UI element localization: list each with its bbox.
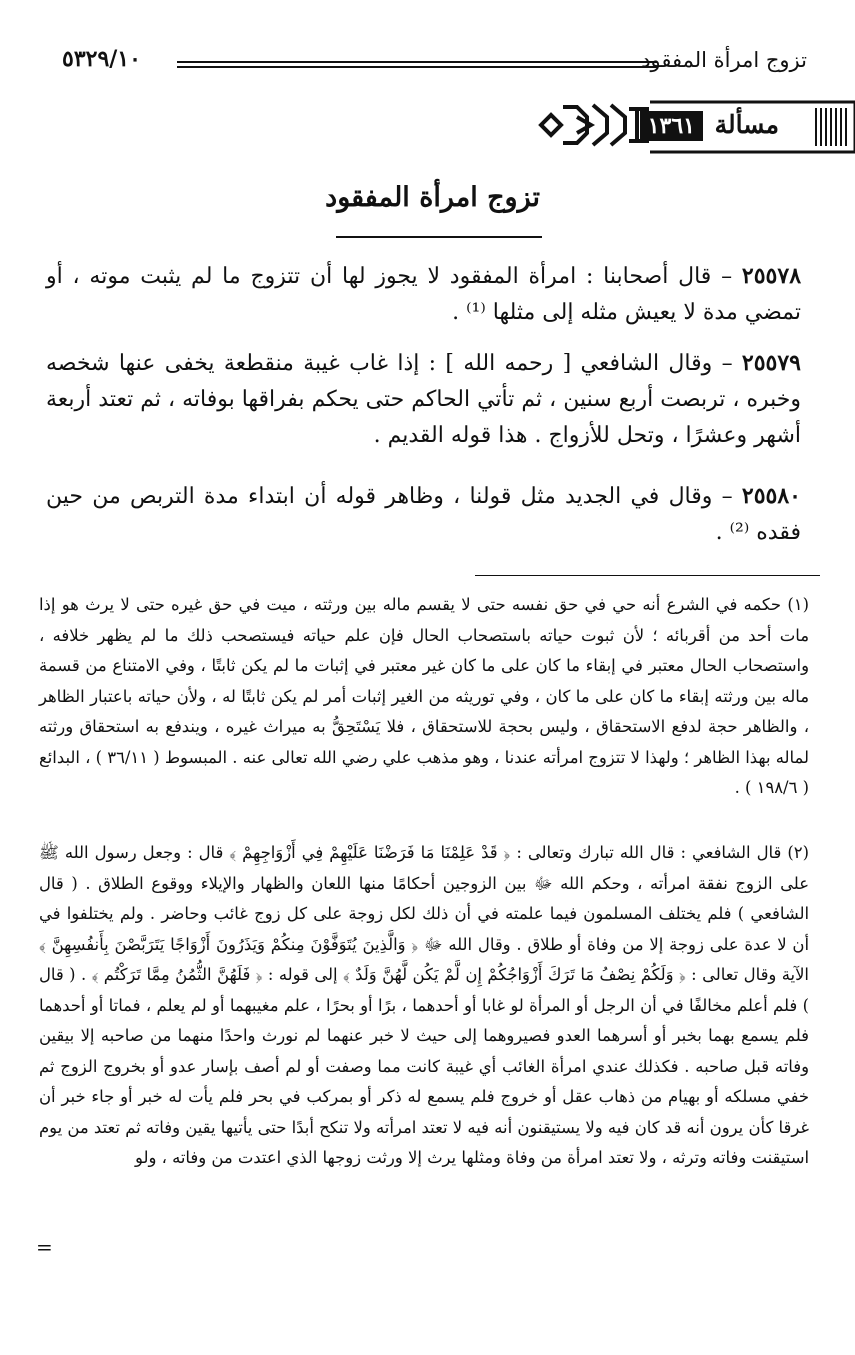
paragraph-number: ٢٥٥٧٨ <box>741 263 802 289</box>
title-underline <box>336 236 542 238</box>
ornament-icon <box>533 95 653 155</box>
running-header-rule <box>177 61 657 68</box>
paragraph-number: ٢٥٥٧٩ <box>741 350 801 376</box>
paragraph-number: ٢٥٥٨٠ <box>741 483 801 509</box>
paragraph-25578 <box>46 258 801 331</box>
paragraph-25579 <box>46 345 801 454</box>
paragraph-text: – وقال الشافعي [ رحمه الله ] : إذا غاب غيبة منقطعة يخفى عنها شخصه وخبره ، تربصت أربع سنين ، ثم تأتي الحاكم حتى يحكم بفراقها بوفاته ، ثم تعتد أربعة أشهر وعشرًا ، وتحل للأزواج . هذا قوله القديم . <box>46 351 801 448</box>
footnote-marker: (٢) <box>787 843 809 862</box>
paragraph-text: – وقال في الجديد مثل قولنا ، وظاهر قوله أن ابتداء مدة التربص من حين فقده ⁽²⁾ . <box>46 484 801 545</box>
footnote-2 <box>39 838 809 1174</box>
masala-label: مسألة <box>714 110 779 139</box>
footnote-1 <box>39 590 809 804</box>
footnote-text: قال الشافعي : قال الله تبارك وتعالى : ﴿ قَدْ عَلِمْنَا مَا فَرَضْنَا عَلَيْهِمْ فِي أَزْوَاجِهِمْ ﴾ قال : وجعل رسول الله ﷺ على الزوج نفقة امرأته ، وحكم الله ﷻ بين الزوجين أحكامًا منها اللعان والظهار والإيلاء ووقوع الطلاق . ( قال الشافعي ) فلم يختلف المسلمون فيما علمته في أن ذلك لكل زوجة على كل زوج غائب وحاضر . ولم يختلفوا في أن لا عدة على زوجة إلا من وفاة أو طلاق . وقال الله ﷻ ﴿ وَالَّذِينَ يُتَوَفَّوْنَ مِنكُمْ وَيَذَرُونَ أَزْوَاجًا يَتَرَبَّصْنَ بِأَنفُسِهِنَّ ﴾ الآية وقال تعالى : ﴿ وَلَكُمْ نِصْفُ مَا تَرَكَ أَزْوَاجُكُمْ إِن لَّمْ يَكُن لَّهُنَّ وَلَدٌ ﴾ إلى قوله : ﴿ فَلَهُنَّ الثُّمُنُ مِمَّا تَرَكْتُم ﴾ . ( قال ) فلم أعلم مخالفًا في أن الرجل أو المرأة لو غابا أو أحدهما ، برًا أو بحرًا ، علم مغيبهما أو لم يعلم ، فماتا أو أحدهما فلم يسمع بهما بخبر أو أسرهما العدو فصيروهما إلى حيث لا خبر عنهما لم نورث واحدًا منهما من صاحبه إلا بيقين وفاته قبل صاحبه . فكذلك عندي امرأة الغائب أي غيبة كانت مما وصفت أو لم أصف بإسار عدو أو بخروج الزوج ثم خفي مسلكه أو بهيام من ذهاب عقل أو خروج فلم يسمع له ذكر أو بمركب في بحر فلم يأت له خبر أو جاء خبر أن غرقا كأن يرون أنه قد كان فيه ولا يستيقنون أنه فيه لا تعتد امرأته ولا تنكح أبدًا حتى يأتيها يقين وفاته ثم تعتد من يوم استيقنت وفاته وترثه ، ولا تعتد امرأة من وفاة ومثلها يرث إلا ورثت زوجها الذي اعتدت من وفاته ، ولو <box>39 843 809 1167</box>
page-title: تزوج امرأة المفقود <box>325 182 540 213</box>
running-header-title: تزوج امرأة المفقود <box>641 48 807 72</box>
running-header <box>62 44 807 84</box>
continuation-mark: = <box>36 1235 53 1259</box>
paragraph-text: – قال أصحابنا : امرأة المفقود لا يجوز لها أن تتزوج ما لم يثبت موته ، أو تمضي مدة لا يعيش مثله إلى مثلها ⁽¹⁾ . <box>46 264 801 325</box>
footnote-separator <box>475 575 820 576</box>
paragraph-25580 <box>46 478 801 551</box>
masala-number: ١٣٦١ <box>640 111 703 141</box>
running-header-reference: ٥٣٢٩/١٠ <box>62 46 141 72</box>
footnote-marker: (١) <box>787 595 809 614</box>
footnote-text: حكمه في الشرع أنه حي في حق نفسه حتى لا يقسم ماله بين ورثته ، ميت في حق غيره حتى لا يرث هو إذا مات أحد من أقربائه ؛ لأن ثبوت حياته باستصحاب الحال فإن علم حياته فيستصحب ذلك ما لم يظهر خلافه ، واستصحاب الحال معتبر في إبقاء ما كان على ما كان غير معتبر في إثبات ما لم يكن ثابتًا ، وفي الامتناع من قسمة ماله بين ورثته إبقاء ما كان على ما كان ، وفي توريثه من الغير إثبات أمر لم يكن ثابتًا له ، ولأن حياته باعتبار الظاهر ، والظاهر حجة لدفع الاستحقاق ، وليس بحجة للاستحقاق ، فلا يَسْتَحِقُّ به ميراث غيره ، ويندفع به استحقاق ورثته لماله بهذا الظاهر ؛ ولهذا لا تتزوج امرأته عندنا ، وهو مذهب علي رضي الله تعالى عنه . المبسوط ( ٣٦/١١ ) ، البدائع ( ١٩٨/٦ ) . <box>39 595 809 797</box>
